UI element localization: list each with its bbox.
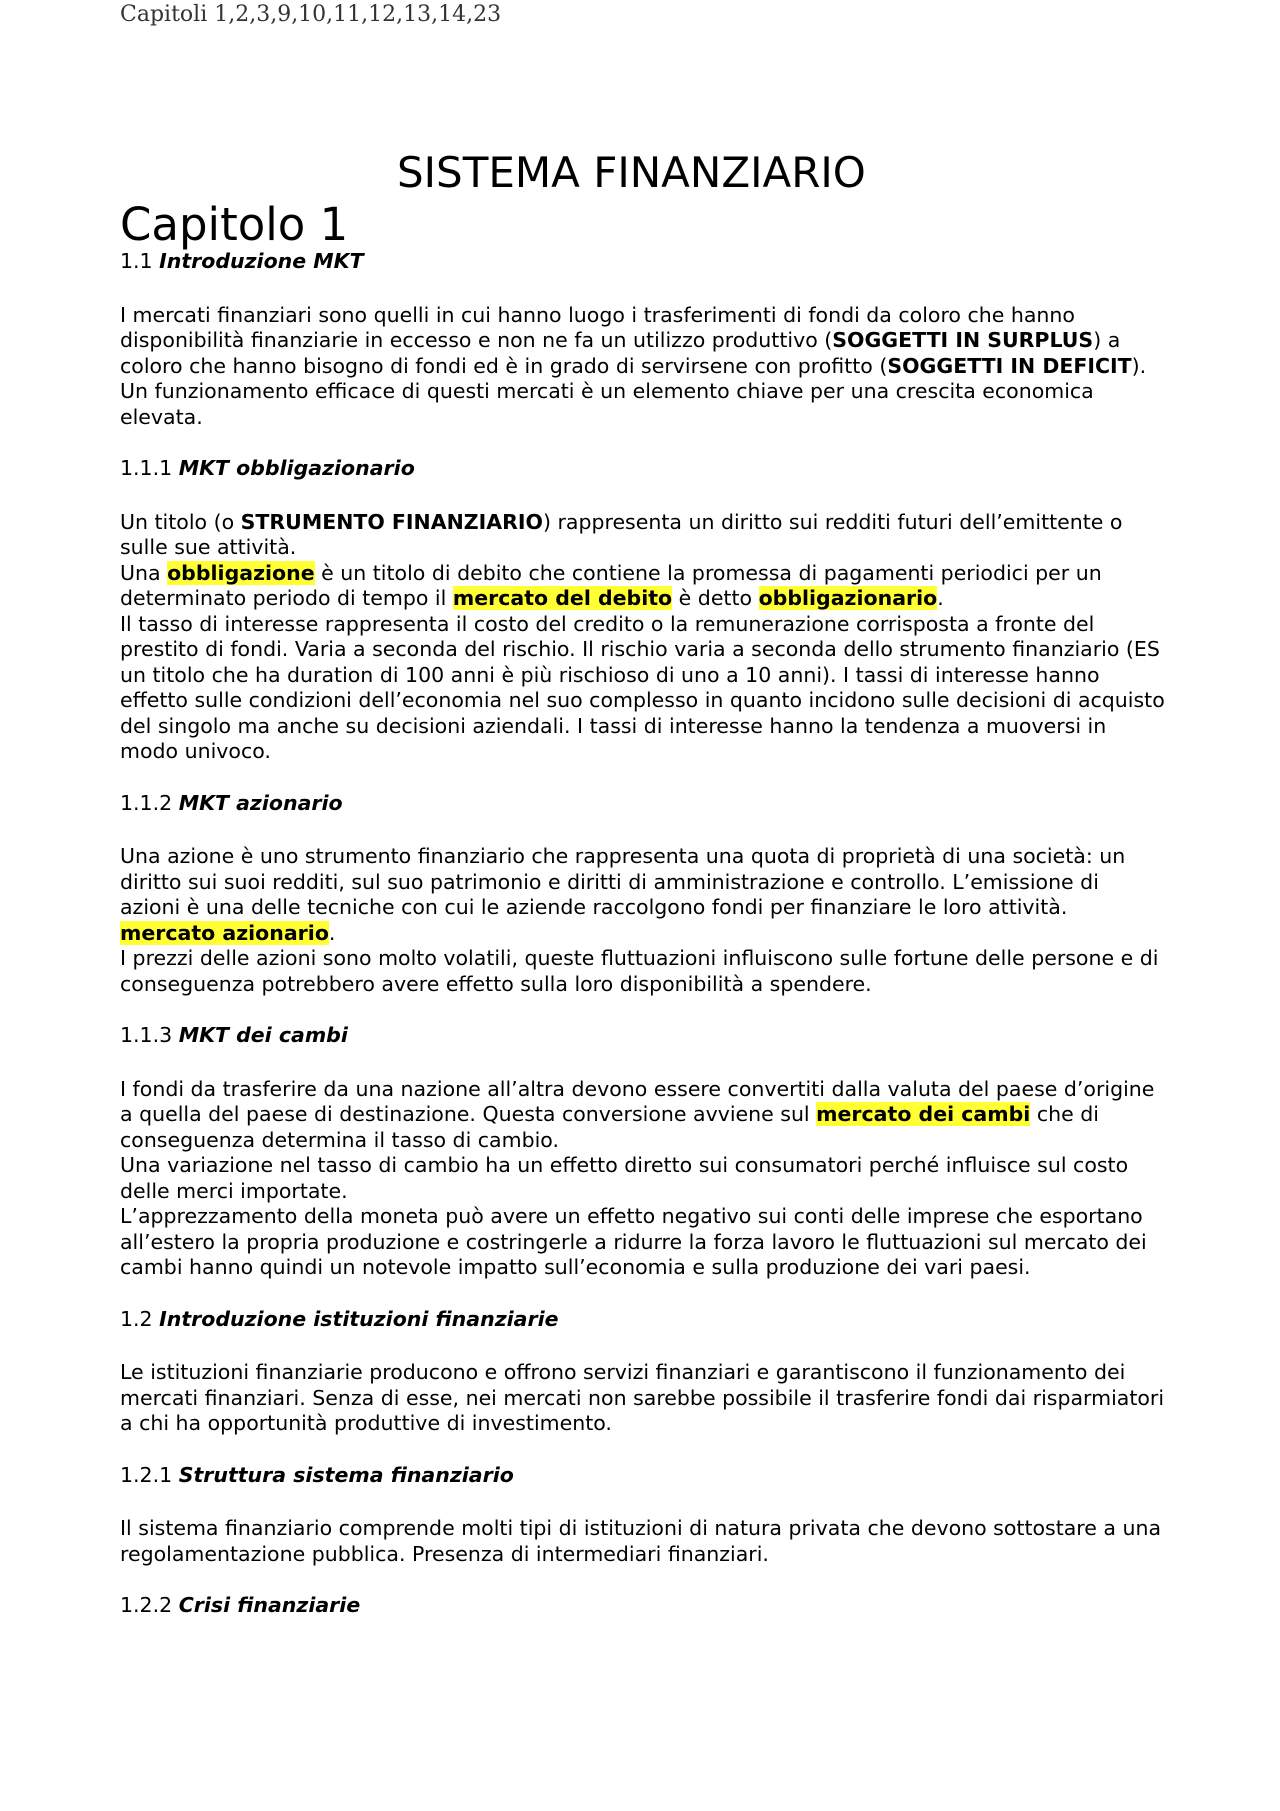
section-number: 1.1.1 (120, 456, 179, 480)
paragraph: Le istituzioni finanziarie producono e offrono servizi finanziari e garantiscono il funzionamento dei mercati finanziari. Senza di esse, nei mercati non sarebbe possibile il trasferire fondi dai risparmiatori a chi ha opportunità produttive di investimento. (120, 1360, 1165, 1435)
paragraph: Il tasso di interesse rappresenta il costo del credito o la remunerazione corrisposta a fronte del prestito di fondi. Varia a seconda del rischio. Il rischio varia a seconda dello strumento finanziario (ES un titolo che ha duration di 100 anni è più rischioso di uno a 10 anni). I tassi di interesse hanno effetto sulle condizioni dell’economia nel suo complesso in quanto incidono sulle decisioni di acquisto del singolo ma anche su decisioni aziendali. I tassi di interesse hanno la tendenza a muoversi in modo univoco. (120, 611, 1165, 763)
section-number: 1.2.2 (120, 1593, 179, 1617)
section-title: Introduzione MKT (159, 249, 364, 273)
paragraph: Un titolo (o STRUMENTO FINANZIARIO) rappresenta un diritto sui redditi futuri dell’emittente o sulle sue attività. (120, 509, 1123, 559)
section-heading-1-1-1 (120, 456, 1165, 482)
document-title: SISTEMA FINANZIARIO (397, 148, 866, 197)
section-heading-1-1-2 (120, 791, 1165, 817)
paragraph: L’apprezzamento della moneta può avere un effetto negativo sui conti delle imprese che esportano all’estero la propria produzione e costringerle a ridurre la forza lavoro le fluttuazioni sul mercato dei cambi hanno quindi un notevole impatto sull’economia e sulla produzione dei vari paesi. (120, 1204, 1147, 1279)
section-heading-1-1 (120, 249, 1165, 275)
section-number: 1.1.3 (120, 1023, 179, 1047)
paragraph: I mercati finanziari sono quelli in cui hanno luogo i trasferimenti di fondi da coloro che hanno disponibilità finanziarie in eccesso e non ne fa un utilizzo produttivo (SOGGETTI IN SURPLUS) a coloro che hanno bisogno di fondi ed è in grado di servirsene con profitto (SOGGETTI IN DEFICIT). (120, 302, 1147, 378)
paragraph: Una azione è uno strumento finanziario che rappresenta una quota di proprietà di una società: un diritto sui suoi redditi, sul suo patrimonio e diritti di amministrazione e controllo. L’emissione di azioni è una delle tecniche con cui le aziende raccolgono fondi per finanziare le loro attività. (120, 844, 1126, 919)
highlighted-term: mercato del debito (452, 586, 673, 610)
highlighted-term: mercato azionario (120, 920, 329, 945)
section-heading-1-1-3 (120, 1023, 1165, 1049)
section-heading-1-2-2 (120, 1593, 1165, 1619)
section-title: MKT obbligazionario (178, 456, 415, 480)
paragraph: Una obbligazione è un titolo di debito che contiene la promessa di pagamenti periodici per un determinato periodo di tempo il mercato del debito è detto obbligazionario. (120, 560, 1102, 610)
highlighted-term: obbligazione (167, 560, 315, 585)
section-title: Crisi finanziarie (178, 1593, 361, 1617)
section-title: MKT azionario (178, 790, 343, 815)
paragraph: I fondi da trasferire da una nazione all’altra devono essere convertiti dalla valuta del paese d’origine a quella del paese di destinazione. Questa conversione avviene sul mercato dei cambi che di conseguenza determina il tasso di cambio. (120, 1076, 1155, 1152)
section-heading-1-2-1 (120, 1463, 1165, 1489)
paragraph: Un funzionamento efficace di questi mercati è un elemento chiave per una crescita economica elevata. (120, 379, 1094, 429)
section-number: 1.1 (120, 249, 160, 273)
paragraph: Il sistema finanziario comprende molti tipi di istituzioni di natura privata che devono sottostare a una regolamentazione pubblica. Presenza di intermediari finanziari. (120, 1516, 1162, 1566)
section-number: 1.2 (120, 1306, 160, 1331)
highlighted-term: mercato dei cambi (816, 1102, 1031, 1126)
highlighted-term: obbligazionario (758, 586, 938, 610)
chapter-heading: Capitolo 1 (120, 198, 349, 251)
paragraph: I prezzi delle azioni sono molto volatili, queste fluttuazioni influiscono sulle fortune delle persone e di conseguenza potrebbero avere effetto sulla loro disponibilità a spendere. (120, 946, 1159, 996)
section-title: MKT dei cambi (178, 1023, 348, 1047)
paragraph: mercato azionario. (120, 920, 336, 945)
bold-term: STRUMENTO FINANZIARIO (240, 509, 543, 534)
paragraph: Una variazione nel tasso di cambio ha un effetto diretto sui consumatori perché influisce sul costo delle merci importate. (120, 1153, 1129, 1203)
running-header: Capitoli 1,2,3,9,10,11,12,13,14,23 (120, 2, 502, 27)
section-number: 1.2.1 (120, 1462, 179, 1487)
document-body (120, 249, 1165, 1619)
bold-term: SOGGETTI IN DEFICIT (887, 353, 1132, 378)
bold-term: SOGGETTI IN SURPLUS (832, 328, 1094, 352)
section-heading-1-2 (120, 1307, 1165, 1333)
section-title: Introduzione istituzioni finanziarie (159, 1306, 559, 1331)
section-number: 1.1.2 (120, 790, 179, 815)
section-title: Struttura sistema finanziario (178, 1462, 514, 1487)
